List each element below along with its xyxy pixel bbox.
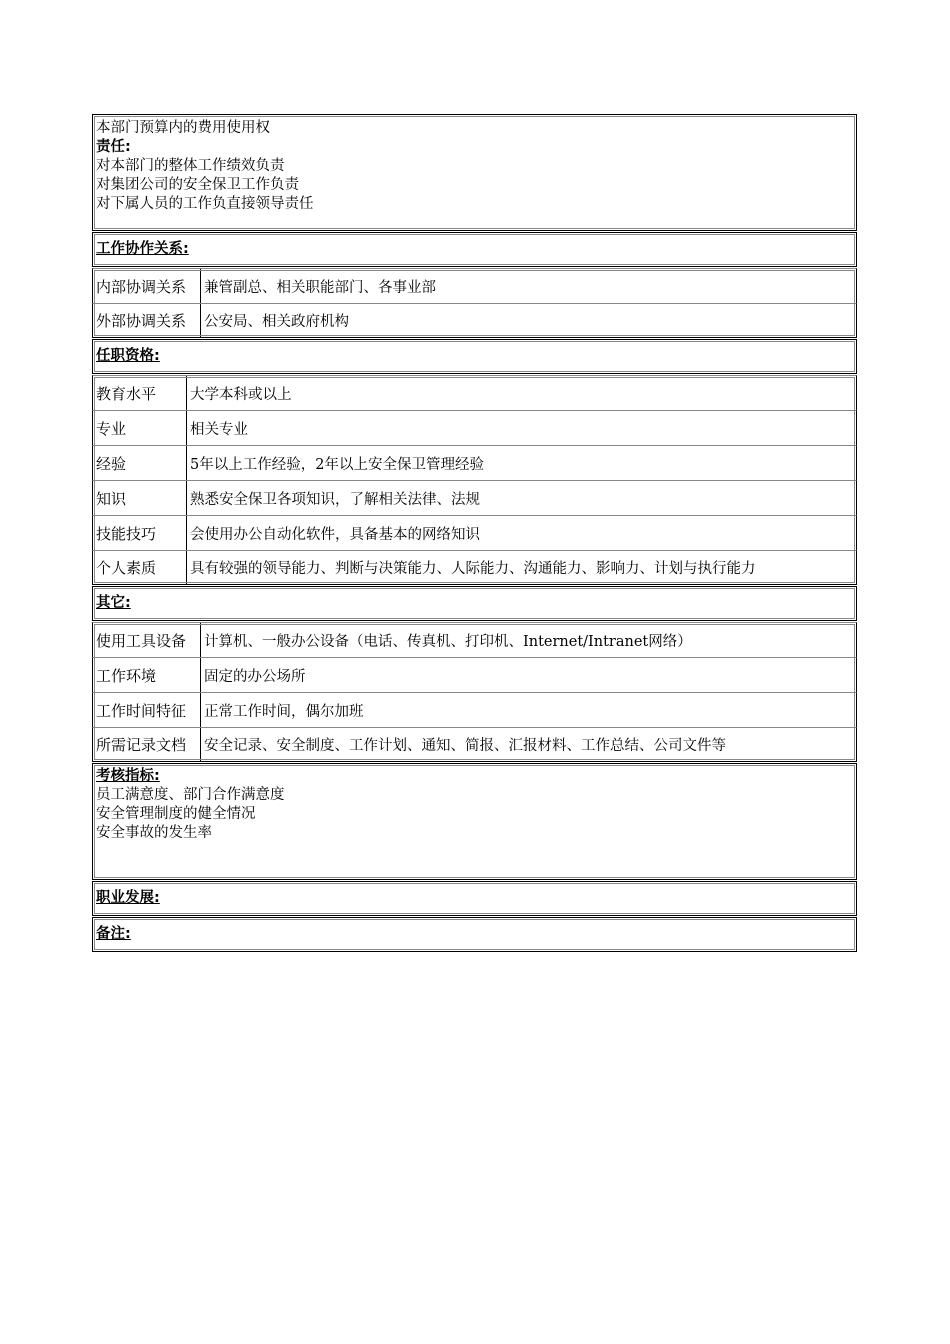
- table-row: [92, 550, 857, 585]
- table-row: [92, 268, 857, 303]
- row-label: 教育水平: [93, 376, 187, 410]
- other-section-header: [92, 586, 857, 621]
- row-label: 外部协调关系: [93, 304, 201, 337]
- row-label: 技能技巧: [93, 516, 187, 550]
- kpi-line: 安全管理制度的健全情况: [96, 806, 256, 822]
- table-row: [92, 622, 857, 657]
- row-value: 公安局、相关政府机构: [204, 314, 349, 330]
- row-value: 5年以上工作经验，2年以上安全保卫管理经验: [190, 456, 484, 473]
- row-label: 内部协调关系: [93, 269, 201, 303]
- responsibility-line: 对本部门的整体工作绩效负责: [96, 158, 285, 174]
- other-table: [92, 622, 857, 762]
- cooperation-title: 工作协作关系:: [96, 241, 189, 257]
- row-value: 相关专业: [190, 421, 248, 438]
- table-row: [92, 692, 857, 727]
- table-row: [92, 303, 857, 338]
- row-value: 具有较强的领导能力、判断与决策能力、人际能力、沟通能力、影响力、计划与执行能力: [190, 561, 756, 577]
- table-row: [92, 657, 857, 692]
- kpi-line: 员工满意度、部门合作满意度: [96, 787, 285, 803]
- row-label: 所需记录文档: [93, 728, 201, 761]
- row-value: 会使用办公自动化软件，具备基本的网络知识: [190, 526, 480, 543]
- row-value: 兼管副总、相关职能部门、各事业部: [204, 279, 436, 296]
- kpi-block: [92, 763, 857, 880]
- table-row: [92, 480, 857, 515]
- row-value: 大学本科或以上: [190, 386, 292, 403]
- row-label: 知识: [93, 481, 187, 515]
- row-value: 固定的办公场所: [204, 668, 306, 685]
- remarks-title: 备注:: [96, 926, 131, 942]
- row-value: 正常工作时间，偶尔加班: [204, 703, 364, 720]
- row-value: 熟悉安全保卫各项知识，了解相关法律、法规: [190, 491, 480, 508]
- table-row: [92, 727, 857, 762]
- job-description-table: [92, 114, 857, 953]
- cooperation-section-header: [92, 232, 857, 267]
- row-label: 工作环境: [93, 658, 201, 692]
- remarks-section: [92, 917, 857, 952]
- cooperation-table: [92, 268, 857, 338]
- row-label: 专业: [93, 411, 187, 445]
- kpi-line: 安全事故的发生率: [96, 825, 212, 841]
- responsibility-heading: 责任:: [96, 139, 131, 155]
- career-title: 职业发展:: [96, 890, 160, 906]
- row-label: 使用工具设备: [93, 623, 201, 657]
- row-value: 安全记录、安全制度、工作计划、通知、简报、汇报材料、工作总结、公司文件等: [204, 738, 726, 754]
- table-row: [92, 445, 857, 480]
- row-label: 个人素质: [93, 551, 187, 584]
- responsibility-line: 对集团公司的安全保卫工作负责: [96, 177, 299, 193]
- table-row: [92, 410, 857, 445]
- table-row: [92, 515, 857, 550]
- other-title: 其它:: [96, 595, 131, 611]
- qualifications-title: 任职资格:: [96, 348, 160, 364]
- responsibility-line: 对下属人员的工作负直接领导责任: [96, 196, 314, 212]
- table-row: [92, 375, 857, 410]
- row-label: 工作时间特征: [93, 693, 201, 727]
- authority-line: 本部门预算内的费用使用权: [96, 120, 270, 136]
- qualifications-section-header: [92, 339, 857, 374]
- row-value: 计算机、一般办公设备（电话、传真机、打印机、Internet/Intranet网络）: [204, 633, 692, 650]
- qualifications-table: [92, 375, 857, 585]
- kpi-title: 考核指标:: [96, 768, 160, 784]
- career-section: [92, 881, 857, 916]
- row-label: 经验: [93, 446, 187, 480]
- responsibility-block: [92, 114, 857, 231]
